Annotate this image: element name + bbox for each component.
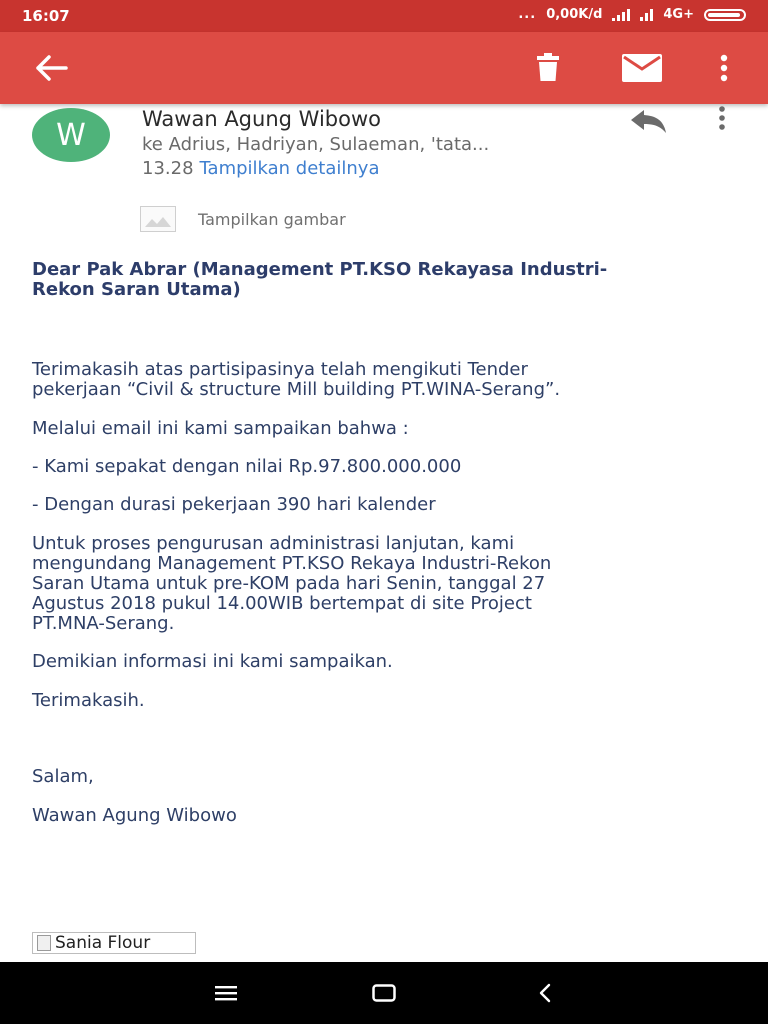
image-alt-text: Sania Flour	[55, 933, 151, 953]
more-vertical-icon	[718, 106, 726, 130]
show-details-link[interactable]: Tampilkan detailnya	[199, 158, 380, 179]
signal-icon-2	[640, 9, 653, 21]
paragraph-3: - Kami sepakat dengan nilai Rp.97.800.000.000	[32, 456, 462, 477]
menu-icon	[215, 985, 237, 1001]
square-home-icon	[372, 984, 396, 1002]
toolbar	[0, 32, 768, 104]
paragraph-5-line-3: Saran Utama untuk pre-KOM pada hari Senin, tanggal 27	[32, 573, 546, 594]
chevron-left-icon	[538, 983, 552, 1003]
status-dots: ...	[518, 7, 537, 22]
network-speed: 0,00K/d	[546, 7, 603, 22]
greeting-line-1: Dear Pak Abrar (Management PT.KSO Rekayasa Industri-	[32, 259, 608, 280]
reply-icon	[628, 108, 668, 134]
mark-unread-button[interactable]	[610, 32, 674, 104]
closing: Salam,	[32, 766, 94, 787]
greeting-line-2: Rekon Saran Utama)	[32, 279, 241, 300]
signature: Wawan Agung Wibowo	[32, 805, 237, 826]
paragraph-5-line-2: mengundang Management PT.KSO Rekaya Industri-Rekon	[32, 553, 552, 574]
paragraph-5-line-5: PT.MNA-Serang.	[32, 613, 175, 634]
recent-apps-button[interactable]	[196, 962, 256, 1024]
status-bar	[0, 0, 768, 32]
mail-icon	[621, 53, 663, 83]
paragraph-5-line-1: Untuk proses pengurusan administrasi lanjutan, kami	[32, 533, 515, 554]
message-time: 13.28	[142, 158, 194, 179]
show-images-label: Tampilkan gambar	[198, 209, 346, 229]
network-type: 4G+	[663, 7, 694, 22]
signal-icon	[612, 9, 630, 21]
message-time-row	[142, 158, 380, 179]
status-time: 16:07	[22, 7, 70, 25]
paragraph-2: Melalui email ini kami sampaikan bahwa :	[32, 418, 409, 439]
system-nav-bar	[0, 962, 768, 1024]
arrow-left-icon	[35, 55, 69, 81]
more-vertical-icon	[720, 54, 728, 82]
message-body	[32, 260, 732, 826]
trash-icon	[533, 53, 563, 83]
message-header	[0, 104, 768, 194]
paragraph-6: Demikian informasi ini kami sampaikan.	[32, 651, 393, 672]
back-button[interactable]	[20, 32, 84, 104]
more-options-button[interactable]	[692, 32, 756, 104]
system-back-button[interactable]	[515, 962, 575, 1024]
avatar[interactable]: W	[32, 108, 110, 162]
delete-button[interactable]	[516, 32, 580, 104]
company-logo-image[interactable]	[32, 932, 196, 954]
paragraph-4: - Dengan durasi pekerjaan 390 hari kalender	[32, 494, 436, 515]
reply-button[interactable]	[628, 108, 672, 138]
battery-icon	[704, 9, 746, 21]
recipients: ke Adrius, Hadriyan, Sulaeman, 'tata...	[142, 134, 490, 155]
paragraph-5-line-4: Agustus 2018 pukul 14.00WIB bertempat di site Project	[32, 593, 532, 614]
message-more-button[interactable]	[718, 106, 738, 136]
show-images-button[interactable]	[140, 204, 346, 234]
paragraph-1-line-2: pekerjaan “Civil & structure Mill building PT.WINA-Serang”.	[32, 379, 561, 400]
image-icon	[140, 206, 176, 232]
status-indicators	[518, 7, 746, 22]
sender-name: Wawan Agung Wibowo	[142, 107, 381, 131]
broken-image-icon	[37, 935, 51, 951]
home-button[interactable]	[354, 962, 414, 1024]
paragraph-1-line-1: Terimakasih atas partisipasinya telah mengikuti Tender	[32, 359, 528, 380]
paragraph-7: Terimakasih.	[32, 690, 145, 711]
